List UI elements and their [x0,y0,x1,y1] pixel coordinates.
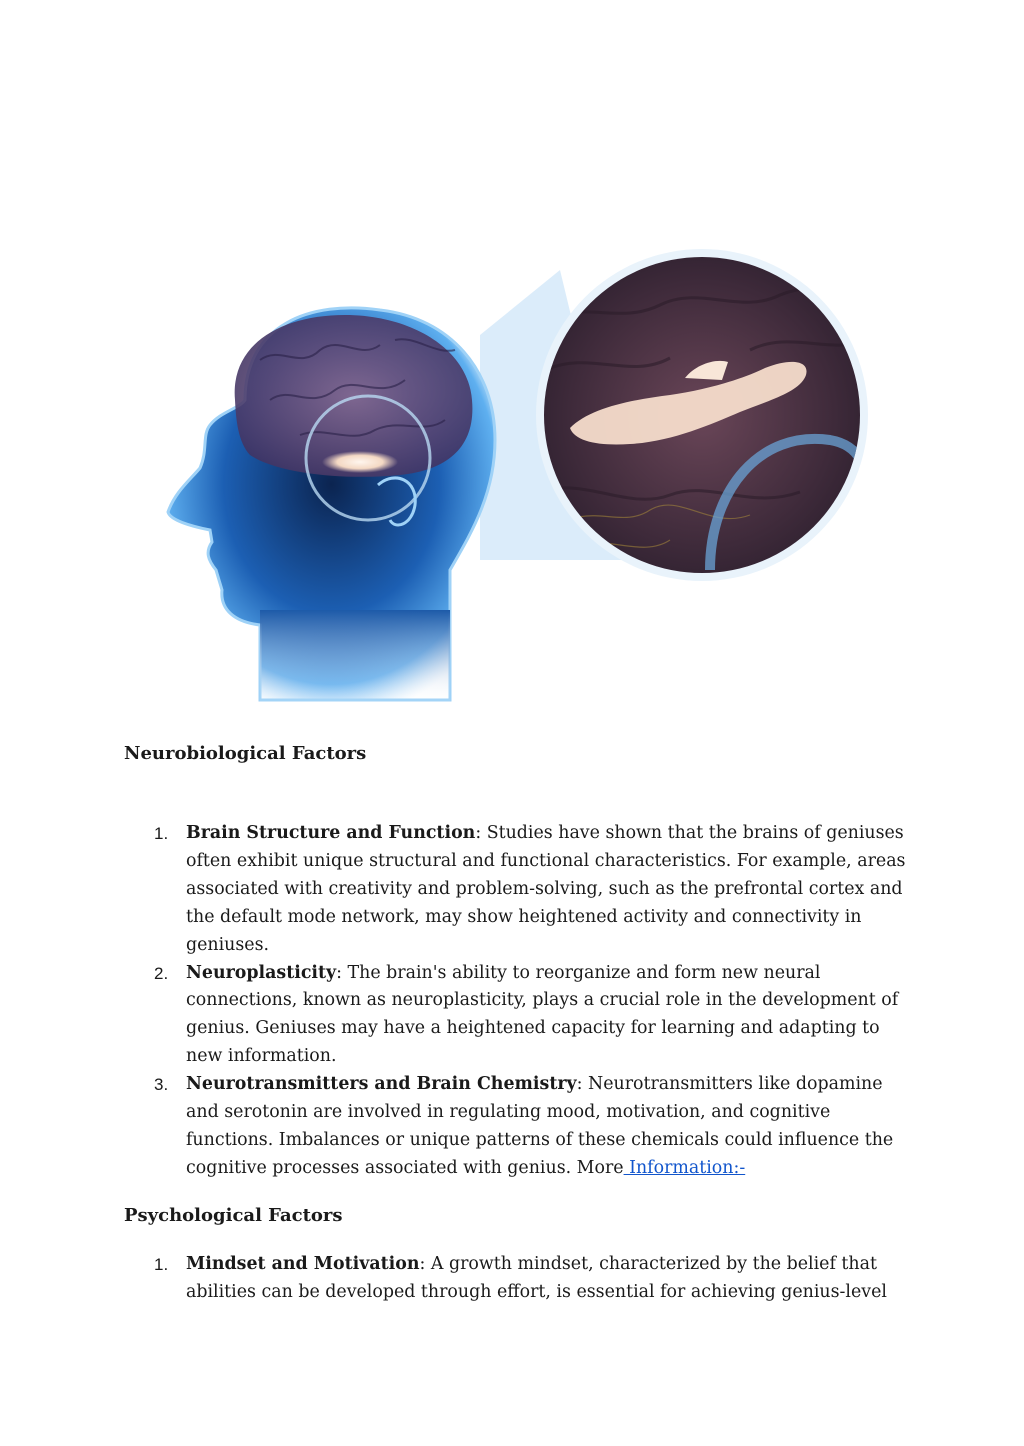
list-term: Brain Structure and Function [186,823,476,843]
list-text: : Studies have shown that the brains of geniuses often exhibit unique structural and functional characteristics. For example, areas associated with creativity and problem-solving, such as the prefrontal cortex and the default mode network, may show heightened activity and connectivity in geniuses. [186,823,906,955]
section-heading-neurobiological: Neurobiological Factors [124,743,367,764]
list-term: Neuroplasticity [186,962,337,983]
section-heading-psychological: Psychological Factors [124,1205,343,1226]
list-number: 2. [154,963,169,983]
list-text: : The brain's ability to reorganize and form new neural connections, known as neuroplasticity, plays a crucial role in the development of genius. Geniuses may have a heightened capacity for learning and adapting to new information. [186,962,899,1067]
list-term: Mindset and Motivation [186,1254,420,1274]
brain-head-illustration [150,230,890,710]
list-item [124,960,914,1072]
neurobiological-list [124,820,914,1183]
list-number: 1. [154,1255,169,1274]
list-term: Neurotransmitters and Brain Chemistry [186,1074,577,1095]
list-number: 3. [154,1075,169,1095]
list-number: 1. [154,824,169,843]
list-item [124,1251,914,1307]
list-text: : Neurotransmitters like dopamine and serotonin are involved in regulating mood, motivation, and cognitive functions. Imbalances or unique patterns of these chemicals could influence the cognitive processes associated with genius. More [186,1074,894,1178]
list-text: : A growth mindset, characterized by the belief that abilities can be developed through effort, is essential for achieving genius-level [186,1254,887,1302]
list-item [124,820,914,960]
psychological-list [124,1251,914,1307]
more-information-link[interactable]: Information:- [623,1157,746,1178]
list-item [124,1071,914,1183]
